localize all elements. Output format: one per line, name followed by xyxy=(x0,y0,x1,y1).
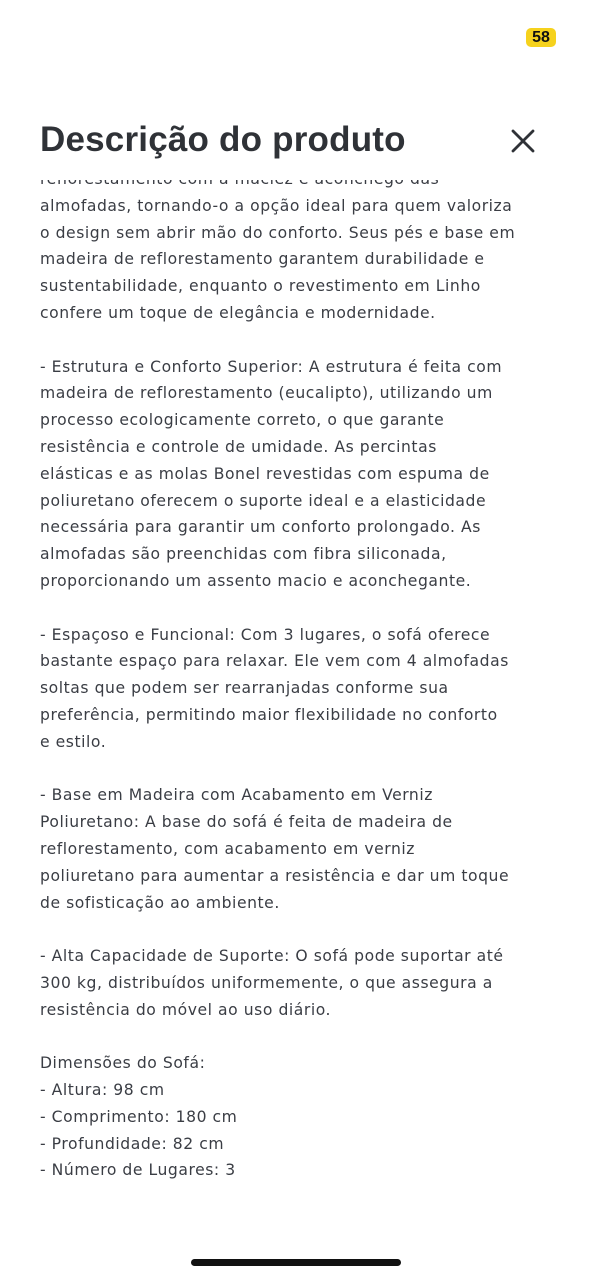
home-indicator[interactable] xyxy=(191,1259,401,1266)
description-scroll-area[interactable] xyxy=(40,180,560,1240)
close-button[interactable] xyxy=(504,122,542,160)
close-icon xyxy=(504,122,542,160)
modal-header xyxy=(0,110,592,180)
page-title: Descrição do produto xyxy=(40,120,406,159)
status-bar xyxy=(0,0,592,70)
battery-level-badge: 58 xyxy=(526,28,556,47)
product-description-text: almofadas, tornando-o a opção ideal para quem valoriza o design sem abrir mão do conforto. Seus pés e base em madeira de reflorestamento garantem durabilidade e sustentabilidade, enquanto o revestimento em Linho confere um toque de elegância e modernidade. - Estrutura e Conforto Superior: A estrutura é feita com madeira de reflorestamento (eucalipto), utilizando um processo ecologicamente correto, o que garante resistência e controle de umidade. As percintas elásticas e as molas Bonel revestidas com espuma de poliuretano oferecem o suporte ideal e a elasticidade necessária para garantir um conforto prolongado. As almofadas são preenchidas com fibra siliconada, proporcionando um assento macio e aconchegante. - Espaçoso e Funcional: Com 3 lugares, o sofá oferece bastante espaço para relaxar. Ele vem com 4 almofadas soltas que podem ser rearranjadas conforme sua preferência, permitindo maior flexibilidade no conforto e estilo. - Base em Madeira com Acabamento em Verniz Poliuretano: A base do sofá é feita de madeira de reflorestamento, com acabamento em verniz poliuretano para aumentar a resistência e dar um toque de sofisticação ao ambiente. - Alta Capacidade de Suporte: O sofá pode suportar até 300 kg, distribuídos uniformemente, o que assegura a resistência do móvel ao uso diário. Dimensões do Sofá: - Altura: 98 cm - Comprimento: 180 cm - Profundidade: 82 cm - Número de Lugares: 3 xyxy=(40,196,516,1180)
